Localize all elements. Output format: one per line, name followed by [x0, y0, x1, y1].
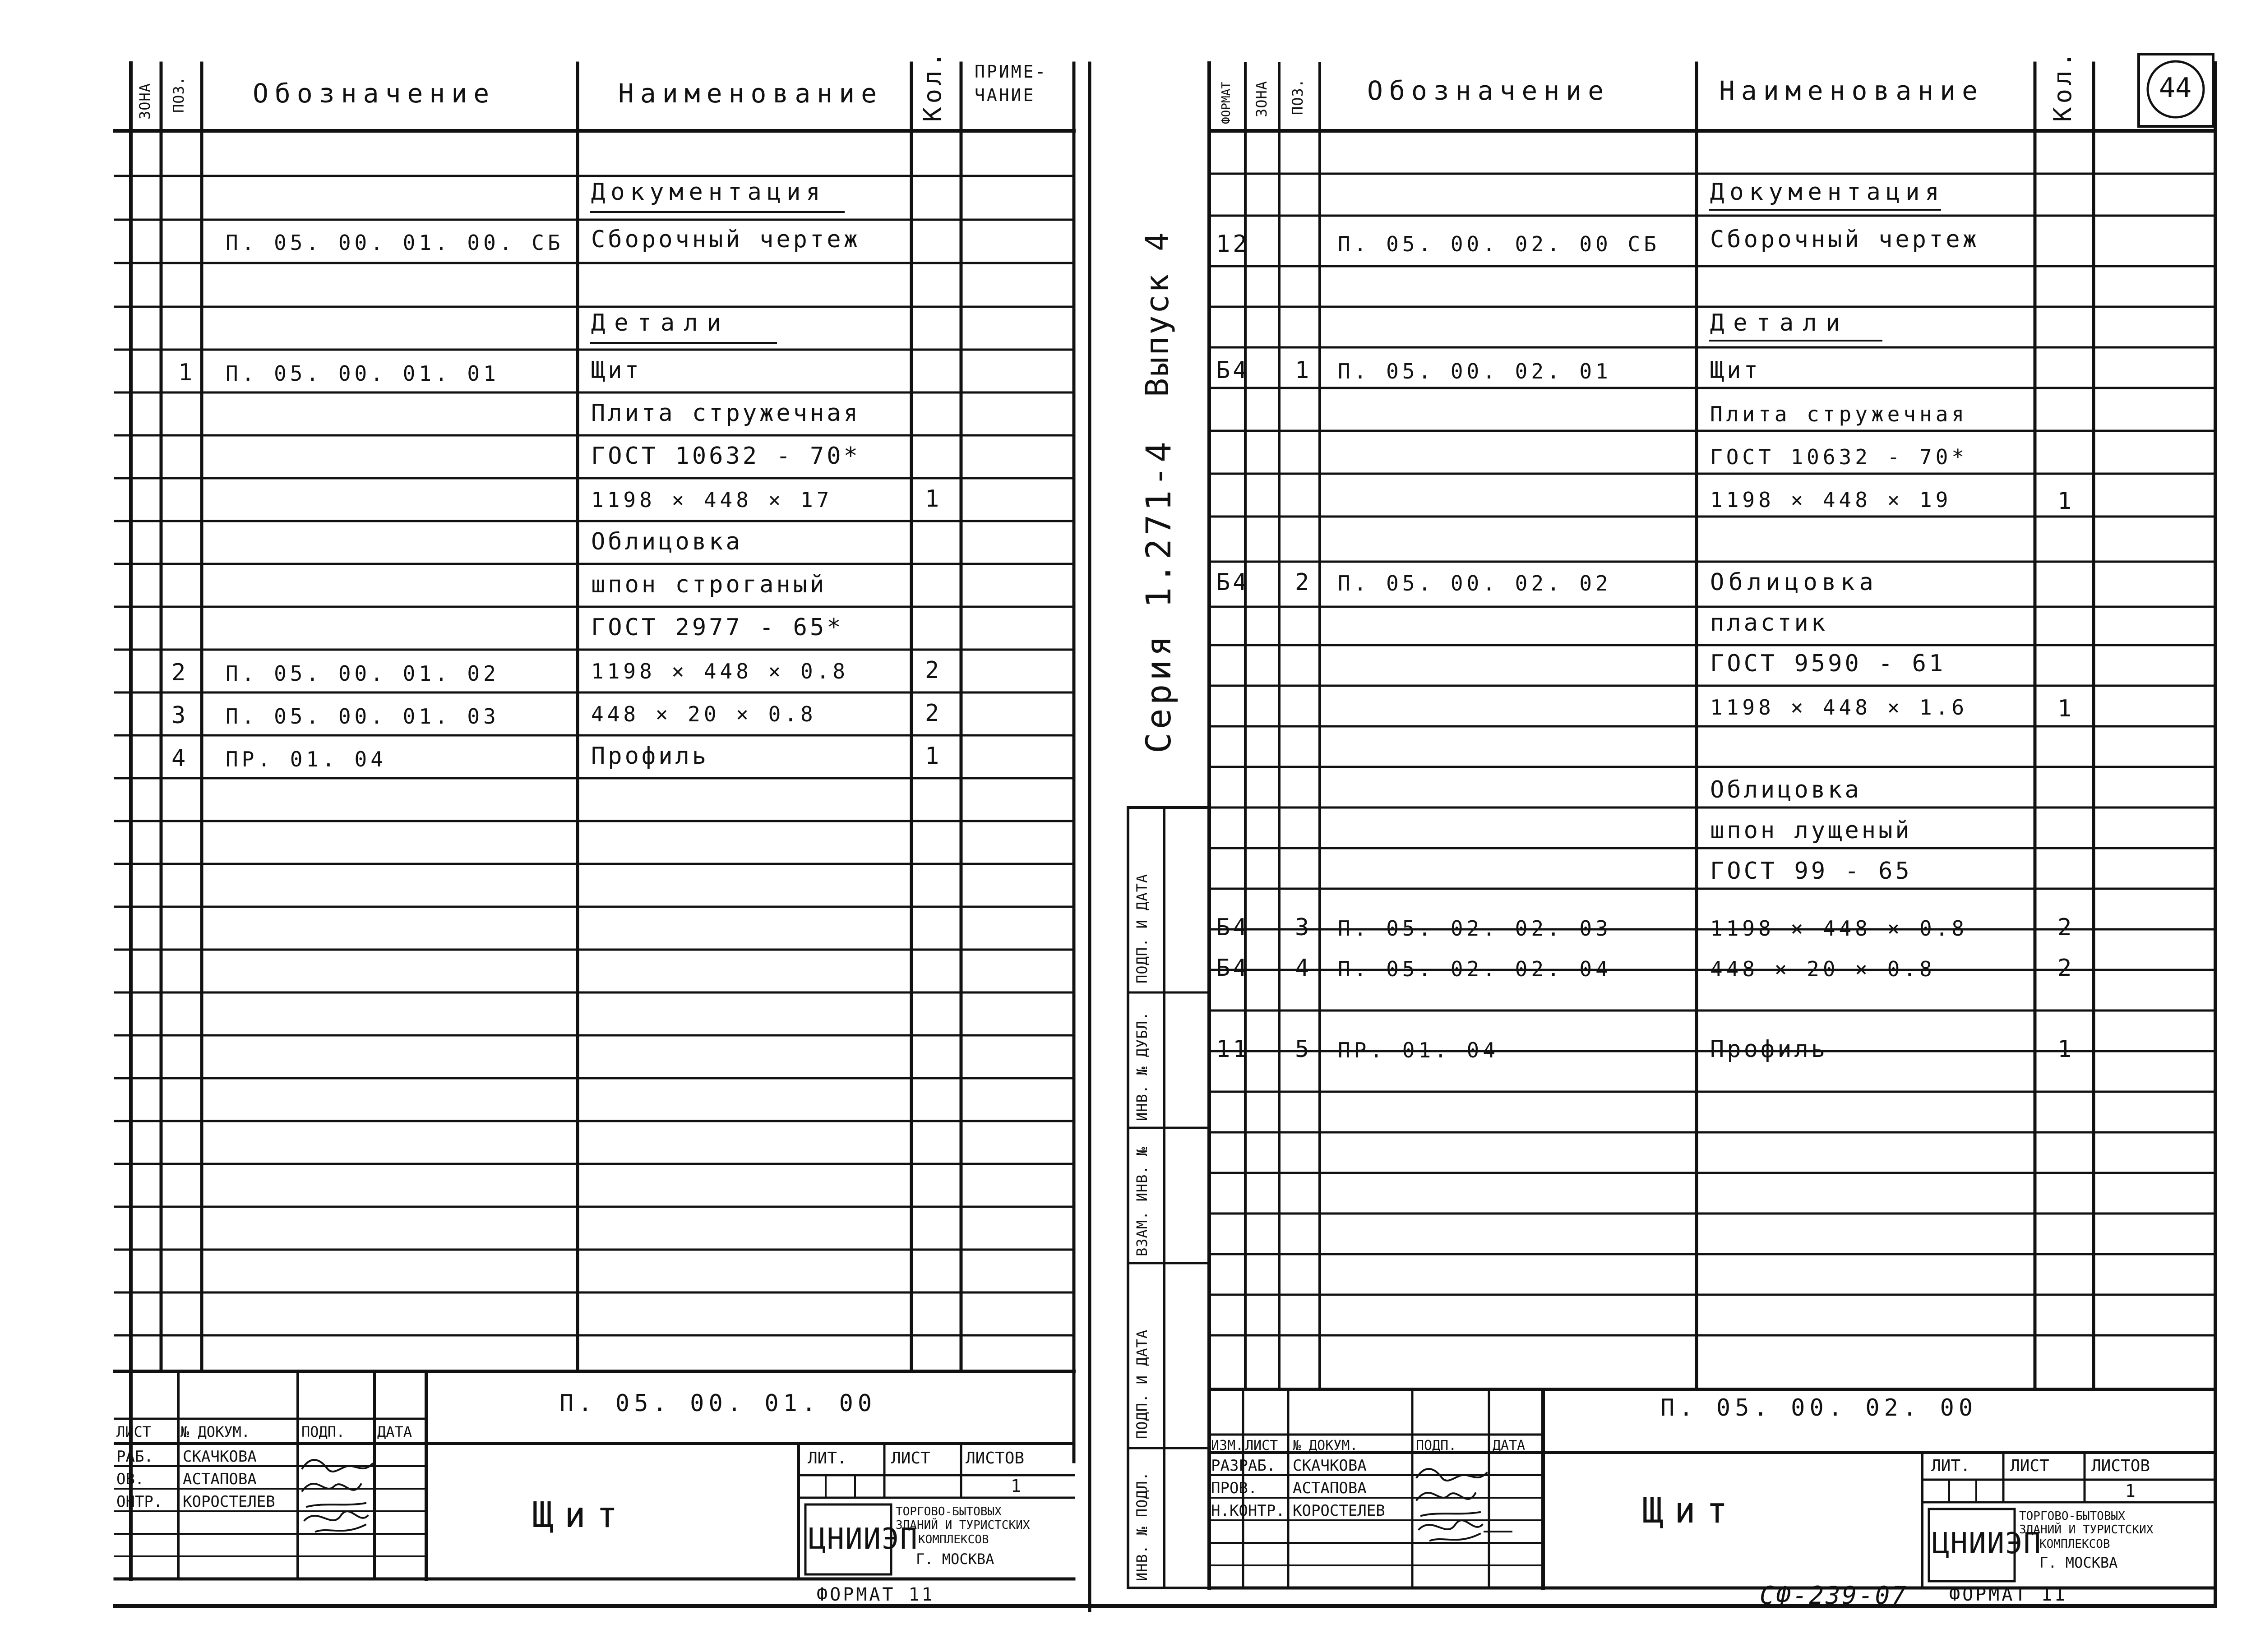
left-row-10-name: ГОСТ 2977 - 65*: [591, 614, 844, 641]
right-org-line-3: КОМПЛЕКСОВ: [2039, 1537, 2110, 1551]
header-qty: Кол.: [918, 48, 947, 122]
right-col-date: ДАТА: [1493, 1438, 1526, 1454]
left-row-7-name: 1198 × 448 × 17: [591, 488, 833, 512]
header-pos-right: ПОЗ.: [1289, 78, 1306, 115]
right-row-2-designation: П. 05. 00. 02. 00 СБ: [1338, 232, 1660, 256]
left-col-sign: ПОДП.: [301, 1423, 345, 1440]
right-org-line-1: ТОРГОВО-БЫТОВЫХ: [2019, 1509, 2125, 1523]
right-row-1-name: Документация: [1710, 179, 1945, 206]
right-row-8-format: Б4: [1216, 569, 1250, 596]
left-row-9-name: шпон строганый: [591, 571, 827, 598]
left-row-12-qty: 2: [925, 700, 942, 727]
right-role-1: РАЗРАБ.: [1211, 1457, 1276, 1475]
right-row-7-name: 1198 × 448 × 19: [1710, 488, 1952, 512]
right-row-15-qty: 2: [2057, 914, 2075, 941]
right-row-16-format: Б4: [1216, 955, 1250, 982]
header-name: Наименование: [618, 78, 883, 109]
left-role-2: ОВ.: [116, 1470, 144, 1488]
left-row-12-designation: П. 05. 00. 01. 03: [226, 704, 499, 729]
series-label: Серия 1.271-4: [1138, 438, 1179, 753]
left-row-13-designation: ПР. 01. 04: [226, 747, 387, 771]
header-designation: Обозначение: [253, 78, 496, 109]
right-row-9-name: пластик: [1710, 609, 1828, 637]
left-row-11-name: 1198 × 448 × 0.8: [591, 659, 849, 683]
left-format: ФОРМАТ 11: [817, 1584, 935, 1605]
right-org-line-4: Г. МОСКВА: [2039, 1554, 2118, 1571]
left-row-5-name: Плита стружечная: [591, 400, 860, 427]
right-row-16-name: 448 × 20 × 0.8: [1710, 957, 1936, 981]
left-row-8-name: Облицовка: [591, 528, 743, 555]
right-title: Щит: [1642, 1490, 1738, 1531]
right-row-4-designation: П. 05. 00. 02. 01: [1338, 359, 1612, 383]
right-row-4-format: Б4: [1216, 357, 1250, 384]
left-row-4-pos: 1: [178, 359, 195, 386]
left-doc-number: П. 05. 00. 01. 00: [559, 1390, 877, 1417]
left-org-line-2: ЗДАНИЙ И ТУРИСТСКИХ: [896, 1518, 1030, 1532]
left-name-2: АСТАПОВА: [183, 1470, 257, 1488]
right-row-2-format: 12: [1216, 231, 1250, 258]
right-sheets-value: 1: [2125, 1481, 2136, 1501]
right-row-15-name: 1198 × 448 × 0.8: [1710, 916, 1968, 941]
right-sheets: ЛИСТОВ: [2091, 1457, 2150, 1475]
right-row-15-designation: П. 05. 02. 02. 03: [1338, 916, 1612, 941]
right-row-3-name: Детали: [1710, 309, 1849, 337]
left-org-line-3: КОМПЛЕКСОВ: [918, 1533, 989, 1546]
left-col-doc: № ДОКУМ.: [180, 1423, 250, 1440]
left-row-13-pos: 4: [171, 745, 189, 772]
header-note-2: ЧАНИЕ: [975, 85, 1036, 105]
right-row-5-name: Плита стружечная: [1710, 402, 1968, 426]
left-sheets-value: 1: [1011, 1476, 1021, 1496]
header-designation-right: Обозначение: [1367, 75, 1610, 106]
right-name-2: АСТАПОВА: [1293, 1479, 1367, 1497]
right-row-8-pos: 2: [1295, 569, 1312, 596]
right-doc-number: П. 05. 00. 02. 00: [1660, 1394, 1978, 1421]
right-row-17-format: 11: [1216, 1036, 1250, 1063]
header-note-1: ПРИМЕ-: [975, 62, 1048, 82]
right-row-14-name: ГОСТ 99 - 65: [1710, 858, 1912, 885]
right-name-1: СКАЧКОВА: [1293, 1457, 1367, 1475]
right-row-4-pos: 1: [1295, 357, 1312, 384]
header-format: ФОРМАТ: [1220, 82, 1233, 124]
left-name-1: СКАЧКОВА: [183, 1448, 257, 1466]
right-row-4-name: Щит: [1710, 357, 1761, 384]
left-row-4-name: Щит: [591, 357, 642, 384]
left-title: Щит: [532, 1495, 629, 1536]
right-row-8-name: Облицовка: [1710, 569, 1878, 596]
right-row-17-designation: ПР. 01. 04: [1338, 1038, 1499, 1062]
right-row-11-name: 1198 × 448 × 1.6: [1710, 695, 1968, 720]
header-zone-right: ЗОНА: [1253, 80, 1270, 117]
left-role-3: ОНТР.: [116, 1493, 163, 1511]
left-row-12-name: 448 × 20 × 0.8: [591, 702, 817, 726]
left-row-4-designation: П. 05. 00. 01. 01: [226, 361, 499, 386]
header-pos: ПОЗ.: [170, 76, 187, 113]
right-row-8-designation: П. 05. 00. 02. 02: [1338, 571, 1612, 595]
right-row-11-qty: 1: [2057, 695, 2075, 722]
left-row-13-qty: 1: [925, 743, 942, 770]
header-zone: ЗОНА: [136, 83, 153, 120]
left-row-11-designation: П. 05. 00. 01. 02: [226, 661, 499, 686]
left-role-1: РАБ.: [116, 1448, 153, 1466]
right-col-izm: ИЗМ.: [1211, 1438, 1244, 1454]
right-row-17-name: Профиль: [1710, 1036, 1828, 1063]
left-lit: ЛИТ.: [808, 1449, 847, 1467]
left-row-13-name: Профиль: [591, 743, 709, 770]
right-row-16-qty: 2: [2057, 955, 2075, 982]
left-row-6-name: ГОСТ 10632 - 70*: [591, 443, 860, 470]
right-role-3: Н.КОНТР.: [1211, 1502, 1285, 1520]
right-col-doc: № ДОКУМ.: [1293, 1438, 1358, 1454]
right-row-12-name: Облицовка: [1710, 776, 1862, 803]
right-name-3: КОРОСТЕЛЕВ: [1293, 1502, 1385, 1520]
header-qty-right: Кол.: [2048, 48, 2077, 122]
page-number: 44: [2159, 72, 2192, 104]
right-row-17-pos: 5: [1295, 1036, 1312, 1063]
right-col-sign: ПОДП.: [1416, 1438, 1457, 1454]
stamp-inv-dub: ИНВ. № ДУБЛ.: [1133, 1011, 1151, 1121]
left-sheets: ЛИСТОВ: [966, 1449, 1025, 1467]
right-row-16-pos: 4: [1295, 955, 1312, 982]
stamp-inv-podl: ИНВ. № ПОДЛ.: [1133, 1471, 1151, 1581]
right-role-2: ПРОВ.: [1211, 1479, 1257, 1497]
right-row-7-qty: 1: [2057, 488, 2075, 515]
right-row-16-designation: П. 05. 02. 02. 04: [1338, 957, 1612, 981]
right-row-15-pos: 3: [1295, 914, 1312, 941]
left-col-list: ЛИСТ: [116, 1423, 152, 1440]
left-row-7-qty: 1: [925, 485, 942, 512]
right-row-10-name: ГОСТ 9590 - 61: [1710, 650, 1946, 677]
right-format: ФОРМАТ 11: [1949, 1584, 2067, 1605]
left-row-2-name: Сборочный чертеж: [591, 226, 860, 253]
right-row-17-qty: 1: [2057, 1036, 2075, 1063]
left-row-3-name: Детали: [591, 309, 730, 337]
right-col-list: ЛИСТ: [1245, 1438, 1278, 1454]
right-row-6-name: ГОСТ 10632 - 70*: [1710, 445, 1968, 469]
right-row-2-name: Сборочный чертеж: [1710, 226, 1979, 253]
left-name-3: КОРОСТЕЛЕВ: [183, 1493, 275, 1511]
left-row-12-pos: 3: [171, 702, 189, 729]
left-row-1-name: Документация: [591, 179, 826, 206]
stamp-sign-date-1: ПОДП. И ДАТА: [1133, 873, 1151, 983]
left-row-2-designation: П. 05. 00. 01. 00. СБ: [226, 231, 564, 255]
stamp-sign-date-2: ПОДП. И ДАТА: [1133, 1329, 1151, 1439]
right-org-line-2: ЗДАНИЙ И ТУРИСТСКИХ: [2019, 1523, 2154, 1537]
left-org-logo: ЦНИИЭП: [809, 1523, 919, 1556]
right-row-13-name: шпон лущеный: [1710, 817, 1912, 844]
right-sheet: ЛИСТ: [2010, 1457, 2049, 1475]
right-lit: ЛИТ.: [1931, 1457, 1970, 1475]
right-org-logo: ЦНИИЭП: [1932, 1527, 2042, 1560]
header-name-right: Наименование: [1719, 75, 1984, 106]
issue-label: Выпуск 4: [1139, 230, 1176, 397]
left-col-date: ДАТА: [377, 1423, 412, 1440]
left-row-11-qty: 2: [925, 657, 942, 684]
right-row-15-format: Б4: [1216, 914, 1250, 941]
archive-stamp: СФ-239-07: [1760, 1581, 1908, 1610]
left-org-line-4: Г. МОСКВА: [916, 1550, 994, 1568]
left-sheet: ЛИСТ: [891, 1449, 930, 1467]
left-row-11-pos: 2: [171, 659, 189, 686]
left-org-line-1: ТОРГОВО-БЫТОВЫХ: [896, 1505, 1002, 1518]
stamp-vzam-inv: ВЗАМ. ИНВ. №: [1133, 1146, 1151, 1256]
